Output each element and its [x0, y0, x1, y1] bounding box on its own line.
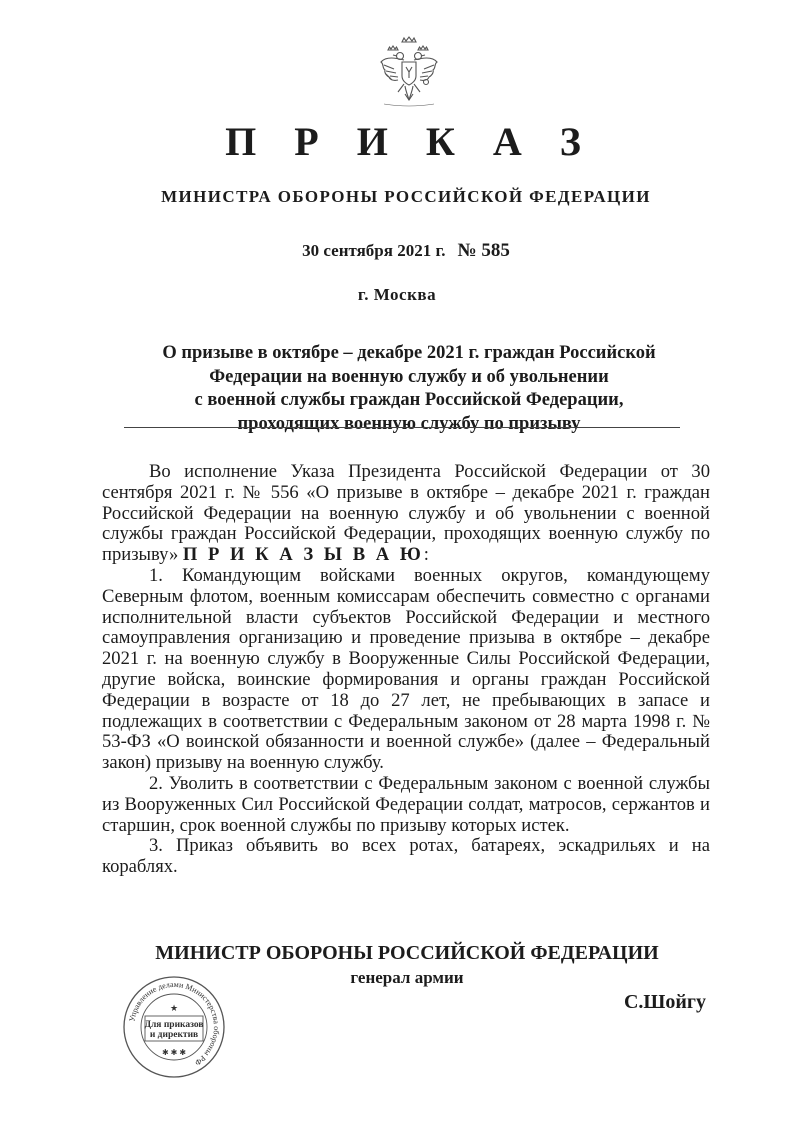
signatory-rank: генерал армии — [350, 968, 464, 987]
date-number-line — [0, 240, 794, 262]
order-item: 3. Приказ объявить во всех ротах, батареях, эскадрильях и на кораблях. — [102, 835, 710, 878]
order-date: 30 сентября 2021 г. — [302, 241, 446, 260]
heading-underline — [124, 427, 680, 428]
order-word: П Р И К А З Ы В А Ю — [182, 544, 424, 566]
order-heading — [80, 342, 738, 436]
order-item: 2. Уволить в соответствии с Федеральным законом с военной службы из Вооруженных Сил Российской Федерации солдат, матросов, сержантов и старшин, срок военной службы по призыву которых истек. — [102, 772, 710, 836]
intro-text: Во исполнение Указа Президента Российской Федерации от 30 сентября 2021 г. № 556 «О призыве в октябре – декабре 2021 г. граждан Российской Федерации на военную службу и об увольнении с военной службы граждан Российской Федерации, проходящих военную службу по призыву» — [102, 461, 710, 566]
order-item: 1. Командующим войсками военных округов, командующему Северным флотом, военным комиссарам обеспечить совместно с органами исполнительной власти субъектов Российской Федерации и местного самоуправления организацию и проведение призыва в октябре – декабре 2021 г. на военную службу в Вооруженные Силы Российской Федерации, другие войска, воинские формирования и органы граждан Российской Федерации в возрасте от 18 до 27 лет, не пребывающих в запасе и подлежащих в соответствии с Федеральным законом от 28 марта 1998 г. № 53-ФЗ «О воинской обязанности и военной службе» (далее – Федеральный закон) призыву на военную службу. — [102, 564, 710, 774]
heading-line: Федерации на военную службу и об увольнении — [209, 366, 609, 387]
heading-line: проходящих военную службу по призыву — [237, 413, 581, 434]
order-body — [102, 462, 710, 878]
order-number: № 585 — [457, 240, 510, 261]
star-icon: ★ — [169, 1003, 179, 1013]
order-colon: : — [423, 544, 429, 566]
russian-coat-of-arms-icon — [378, 36, 440, 108]
stamp-box-line: и директив — [149, 1030, 199, 1040]
city-line: г. Москва — [357, 285, 437, 304]
intro-paragraph — [102, 462, 710, 566]
document-title: П Р И К А З — [225, 119, 595, 164]
signatory-name: С.Шойгу — [623, 991, 706, 1013]
issuing-authority: МИНИСТРА ОБОРОНЫ РОССИЙСКОЙ ФЕДЕРАЦИИ — [161, 187, 651, 206]
heading-line: с военной службы граждан Российской Федерации, — [194, 390, 624, 410]
stamp-ring-text: Управление делами Министерства обороны РФ — [127, 979, 222, 1068]
heading-line: О призыве в октябре – декабре 2021 г. граждан Российской — [162, 343, 656, 363]
stamp-box-line: Для приказов — [144, 1020, 204, 1030]
official-stamp — [122, 975, 226, 1079]
signatory-position: МИНИСТР ОБОРОНЫ РОССИЙСКОЙ ФЕДЕРАЦИИ — [155, 942, 659, 964]
stamp-stars-icon: ✱ ✱ ✱ — [161, 1048, 187, 1057]
